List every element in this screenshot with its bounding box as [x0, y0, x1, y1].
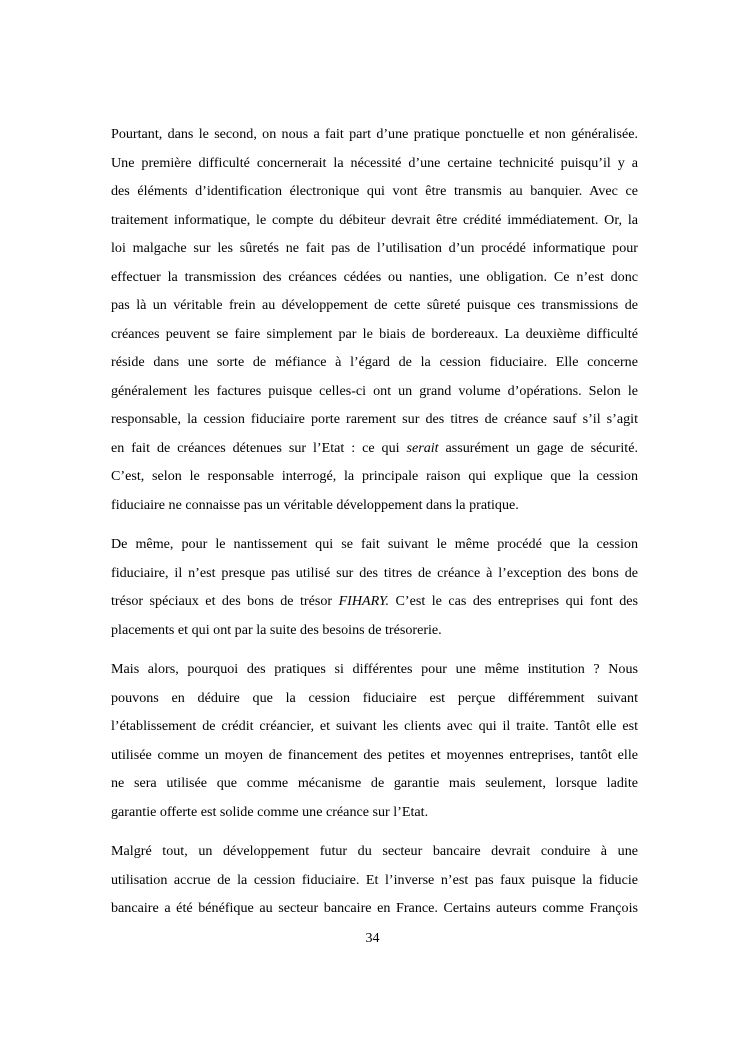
text-line: bancaire a été bénéfique au secteur bancaire en France. Certains auteurs comme François [111, 900, 638, 916]
text-line: réside dans une sorte de méfiance à l’égard de la cession fiduciaire. Elle concerne [111, 354, 638, 370]
paragraph-4 [111, 837, 638, 923]
text-line: créances peuvent se faire simplement par le biais de bordereaux. La deuxième difficulté [111, 325, 638, 342]
paragraph-1 [111, 120, 638, 519]
text-line-with-italic: en fait de créances détenues sur l’Etat : ce qui serait assurément un gage de sécurité. [111, 439, 638, 456]
text-line: garantie offerte est solide comme une créance sur l’Etat. [111, 803, 429, 820]
text-line: traitement informatique, le compte du débiteur devrait être crédité immédiatement. Or, la [111, 211, 638, 228]
text-line: fiduciaire ne connaisse pas un véritable développement dans la pratique. [111, 496, 519, 513]
text-line: placements et qui ont par la suite des besoins de trésorerie. [111, 621, 442, 638]
text-line: généralement les factures puisque celles-ci ont un grand volume d’opérations. Selon le [111, 382, 638, 399]
paragraph-2 [111, 530, 638, 644]
text-line: fiduciaire, il n’est presque pas utilisé sur des titres de créance à l’exception des bons de [111, 564, 638, 581]
paragraph-3 [111, 655, 638, 826]
text-line: des éléments d’identification électronique qui vont être transmis au banquier. Avec ce [111, 183, 638, 199]
text-line: Mais alors, pourquoi des pratiques si différentes pour une même institution ? Nous [111, 661, 638, 677]
italic-term: serait [406, 439, 439, 456]
text-line: Une première difficulté concernerait la nécessité d’une certaine technicité puisqu’il y a [111, 154, 638, 171]
text-line: Malgré tout, un développement futur du secteur bancaire devrait conduire à une [111, 843, 638, 859]
text-line: effectuer la transmission des créances cédées ou nanties, une obligation. Ce n’est donc [111, 268, 638, 285]
text-line: pas là un véritable frein au développement de cette sûreté puisque ces transmissions de [111, 297, 638, 313]
text-line: C’est, selon le responsable interrogé, la principale raison qui explique que la cession [111, 468, 638, 484]
text-line: De même, pour le nantissement qui se fait suivant le même procédé que la cession [111, 536, 638, 552]
body-text [111, 120, 638, 934]
text-line: Pourtant, dans le second, on nous a fait part d’une pratique ponctuelle et non généralisée. [111, 126, 638, 142]
text-line: ne sera utilisée que comme mécanisme de garantie mais seulement, lorsque ladite [111, 775, 638, 791]
text-line: responsable, la cession fiduciaire porte rarement sur des titres de créance sauf s’il s’agit [111, 411, 638, 427]
text-line: utilisation accrue de la cession fiduciaire. Et l’inverse n’est pas faux puisque la fiducie [111, 871, 638, 888]
text-line-with-italic: trésor spéciaux et des bons de trésor FIHARY. C’est le cas des entreprises qui font des [111, 593, 638, 609]
text-line: utilisée comme un moyen de financement des petites et moyennes entreprises, tantôt elle [111, 746, 638, 763]
italic-term: FIHARY. [338, 593, 390, 609]
text-line: loi malgache sur les sûretés ne fait pas de l’utilisation d’un procédé informatique pour [111, 240, 638, 256]
page-number: 34 [365, 931, 380, 946]
text-line: pouvons en déduire que la cession fiduciaire est perçue différemment suivant [111, 689, 638, 706]
text-line: l’établissement de crédit créancier, et suivant les clients avec qui il traite. Tantôt elle est [111, 718, 638, 734]
